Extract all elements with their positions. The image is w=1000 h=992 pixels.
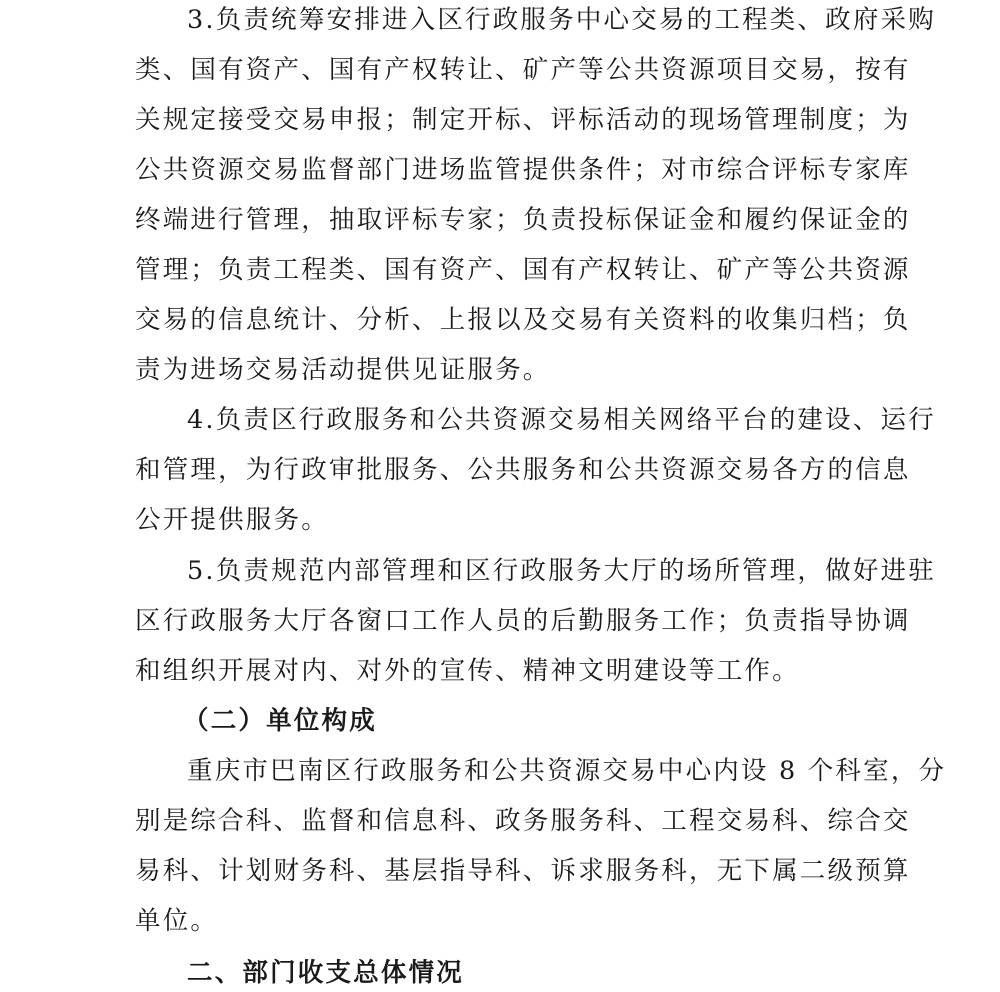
para3-line-4: 公共资源交易监督部门进场监管提供条件；对市综合评标专家库 bbox=[135, 155, 911, 185]
para5-line-3: 和组织开展对内、对外的宣传、精神文明建设等工作。 bbox=[135, 656, 800, 686]
para3-line-3: 关规定接受交易申报；制定开标、评标活动的现场管理制度；为 bbox=[135, 105, 911, 135]
para6-line-4: 单位。 bbox=[135, 906, 219, 936]
para4-line-3: 公开提供服务。 bbox=[135, 505, 329, 535]
para3-line-1: 3.负责统筹安排进入区行政服务中心交易的工程类、政府采购 bbox=[187, 5, 936, 35]
section-subheading: （二）单位构成 bbox=[183, 706, 377, 736]
para5-line-1: 5.负责规范内部管理和区行政服务大厅的场所管理，做好进驻 bbox=[187, 556, 936, 586]
para4-line-1: 4.负责区行政服务和公共资源交易相关网络平台的建设、运行 bbox=[187, 405, 936, 435]
para6-line-3: 易科、计划财务科、基层指导科、诉求服务科，无下属二级预算 bbox=[135, 856, 911, 886]
para3-line-2: 类、国有资产、国有产权转让、矿产等公共资源项目交易，按有 bbox=[135, 55, 911, 85]
para3-line-7: 交易的信息统计、分析、上报以及交易有关资料的收集归档；负 bbox=[135, 305, 911, 335]
para5-line-2: 区行政服务大厅各窗口工作人员的后勤服务工作；负责指导协调 bbox=[135, 606, 911, 636]
para3-line-5: 终端进行管理，抽取评标专家；负责投标保证金和履约保证金的 bbox=[135, 205, 911, 235]
para6-line-1: 重庆市巴南区行政服务和公共资源交易中心内设 8 个科室，分 bbox=[187, 756, 947, 786]
para6-line-2: 别是综合科、监督和信息科、政务服务科、工程交易科、综合交 bbox=[135, 806, 911, 836]
section-heading: 二、部门收支总体情况 bbox=[187, 958, 465, 988]
para4-line-2: 和管理，为行政审批服务、公共服务和公共资源交易各方的信息 bbox=[135, 455, 911, 485]
para3-line-6: 管理；负责工程类、国有资产、国有产权转让、矿产等公共资源 bbox=[135, 255, 911, 285]
para3-line-8: 责为进场交易活动提供见证服务。 bbox=[135, 355, 551, 385]
